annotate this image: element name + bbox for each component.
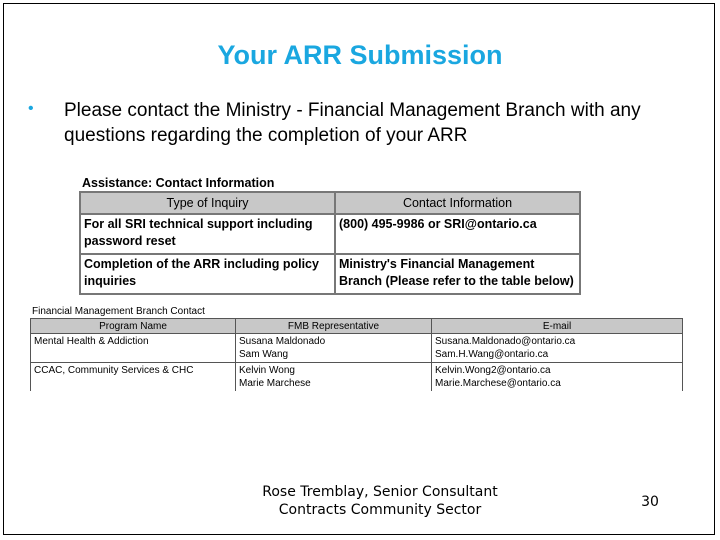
table-cell: Ministry's Financial Management Branch (Please refer to the table below) <box>335 254 580 294</box>
program-name: Mental Health & Addiction <box>34 336 149 347</box>
rep-name: Marie Marchese <box>239 378 311 389</box>
assistance-table-block <box>79 175 579 295</box>
column-header: Contact Information <box>335 192 580 214</box>
email-text: Susana.Maldonado@ontario.ca <box>435 336 576 347</box>
rep-name: Sam Wang <box>239 349 289 360</box>
rep-cell <box>236 334 432 363</box>
table-row <box>31 363 683 392</box>
email-cell <box>432 363 683 392</box>
table-cell: (800) 495-9986 or SRI@ontario.ca <box>335 214 580 254</box>
email-text: Marie.Marchese@ontario.ca <box>435 378 561 389</box>
table-row <box>31 334 683 363</box>
fmb-table-block <box>30 305 682 391</box>
table-cell: For all SRI technical support including password reset <box>80 214 335 254</box>
program-cell <box>31 363 236 392</box>
table-row <box>80 254 580 294</box>
table-header-row <box>31 319 683 334</box>
table-header-row <box>80 192 580 214</box>
fmb-caption: Financial Management Branch Contact <box>32 306 205 317</box>
table-cell: Completion of the ARR including policy inquiries <box>80 254 335 294</box>
bullet-icon: • <box>28 100 34 117</box>
email-text: Sam.H.Wang@ontario.ca <box>435 349 549 360</box>
footer-credit <box>250 483 510 519</box>
slide-title: Your ARR Submission <box>217 40 503 70</box>
email-text: Kelvin.Wong2@ontario.ca <box>435 365 551 376</box>
table-row <box>80 214 580 254</box>
program-cell <box>31 334 236 363</box>
rep-name: Kelvin Wong <box>239 365 295 376</box>
fmb-table <box>30 318 683 391</box>
bullet-text: Please contact the Ministry - Financial Management Branch with any questions regarding the completion of your ARR <box>64 100 641 146</box>
rep-cell <box>236 363 432 392</box>
footer-line: Rose Tremblay, Senior Consultant <box>262 484 498 500</box>
column-header: FMB Representative <box>236 319 432 334</box>
page-number: 30 <box>641 494 659 510</box>
rep-name: Susana Maldonado <box>239 336 326 347</box>
email-cell <box>432 334 683 363</box>
column-header: E-mail <box>432 319 683 334</box>
assistance-table <box>79 191 581 295</box>
column-header: Program Name <box>31 319 236 334</box>
assistance-caption: Assistance: Contact Information <box>82 176 275 190</box>
column-header: Type of Inquiry <box>80 192 335 214</box>
program-name: CCAC, Community Services & CHC <box>34 365 194 376</box>
footer-line: Contracts Community Sector <box>278 502 482 518</box>
